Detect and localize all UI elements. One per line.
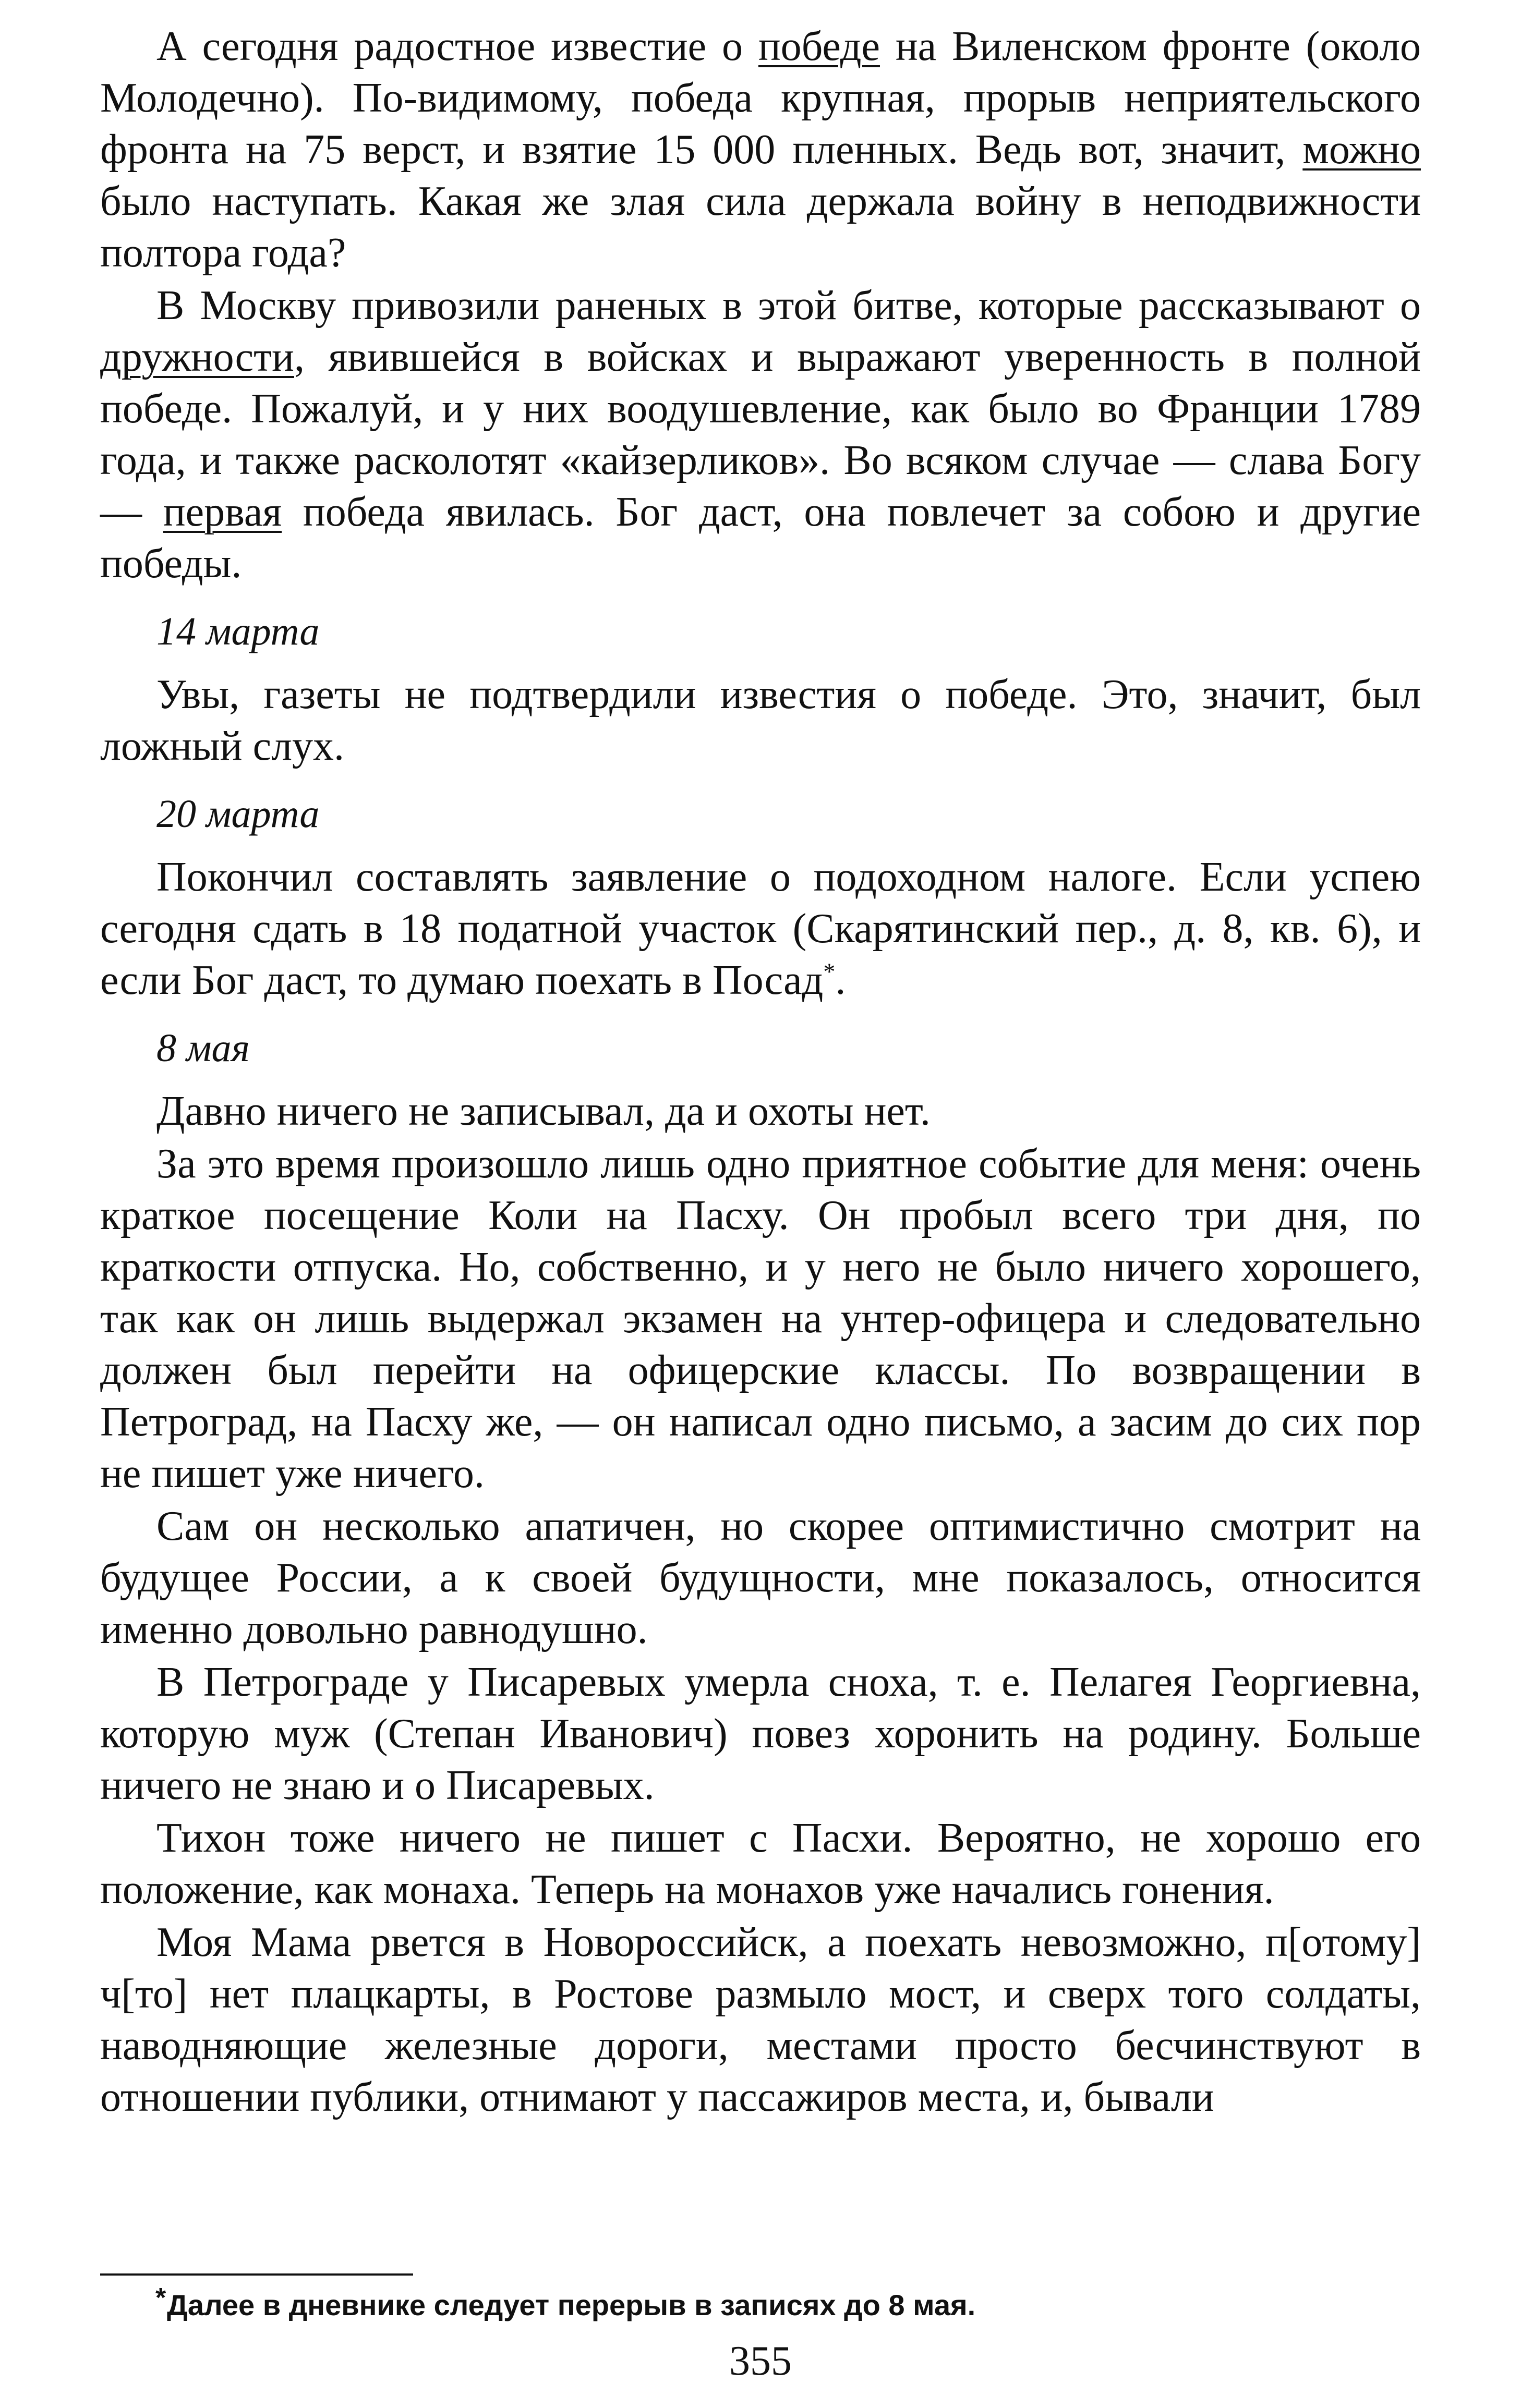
underlined-word: первая [163, 489, 282, 535]
footnote-reference: * [823, 958, 836, 985]
paragraph: Давно ничего не записывал, да и охоты нет. [156, 1088, 931, 1134]
text-run: на Виленском фронте (около Молодечно). По-видимому, победа крупная, прорыв неприятельского фронта на 75 верст, и взятие 15 000 пленных. Ведь вот, значит, [100, 23, 1421, 173]
paragraph [100, 852, 1421, 1006]
paragraph: Сам он несколько апатичен, но скорее оптимистично смотрит на будущее России, а к своей будущности, мне показалось, относится именно довольно равнодушно. [100, 1503, 1421, 1652]
entry-date: 8 мая [156, 1026, 250, 1070]
text-run: А сегодня радостное известие о [156, 23, 758, 69]
text-run: было наступать. Какая же злая сила держала войну в неподвижности полтора года? [100, 178, 1421, 276]
underlined-word: дружности [100, 334, 294, 380]
footnote-text: Далее в дневнике следует перерыв в записях до 8 мая. [167, 2289, 976, 2321]
paragraph [100, 280, 1421, 590]
text-run: . [835, 957, 846, 1003]
page-number: 355 [729, 2338, 792, 2384]
entry-date: 14 марта [156, 610, 320, 653]
underlined-word: победе [758, 23, 880, 69]
paragraph: За это время произошло лишь одно приятное событие для меня: очень краткое посещение Коли на Пасху. Он пробыл всего три дня, по краткости отпуска. Но, собственно, и у него не было ничего хорошего, так как он лишь выдержал экзамен на унтер-офицера и следовательно должен был перейти на офицерские классы. По возвращении в Петроград, на Пасху же, — он написал одно письмо, а засим до сих пор не пишет уже ничего. [100, 1141, 1421, 1497]
footnote-divider [100, 2273, 413, 2276]
diary-text [100, 21, 1421, 2123]
footnote-mark: * [155, 2283, 166, 2313]
text-run: Покончил составлять заявление о подоходном налоге. Если успею сегодня сдать в 18 податной участок (Скарятинский пер., д. 8, кв. 6), и если Бог даст, то думаю поехать в Посад [100, 854, 1421, 1003]
footnote [155, 2283, 1367, 2324]
paragraph: В Петрограде у Писаревых умерла сноха, т. е. Пелагея Георгиевна, которую муж (Степан Иванович) повез хоронить на родину. Больше ничего не знаю и о Писаревых. [100, 1659, 1421, 1808]
paragraph [100, 21, 1421, 279]
entry-date: 20 марта [156, 792, 320, 836]
paragraph: Увы, газеты не подтвердили известия о победе. Это, значит, был ложный слух. [100, 672, 1421, 769]
paragraph: Тихон тоже ничего не пишет с Пасхи. Вероятно, не хорошо его положение, как монаха. Теперь на монахов уже начались гонения. [100, 1815, 1421, 1913]
text-run: победа явилась. Бог даст, она повлечет за собою и другие победы. [100, 489, 1421, 587]
paragraph: Моя Мама рвется в Новороссийск, а поехать невозможно, п[отому] ч[то] нет плацкарты, в Ростове размыло мост, и сверх того солдаты, наводняющие железные дороги, местами просто бесчинствуют в отношении публики, отнимают у пассажиров места, и, бывали [100, 1919, 1421, 2120]
text-run: В Москву привозили раненых в этой битве, которые рассказывают о [156, 283, 1421, 329]
underlined-word: можно [1302, 127, 1421, 173]
text-run: , явившейся в войсках и выражают уверенность в полной победе. Пожалуй, и у них воодушевление, как было во Франции 1789 года, и также расколотят «кайзерликов». Во всяком случае — слава Богу — [100, 334, 1421, 535]
